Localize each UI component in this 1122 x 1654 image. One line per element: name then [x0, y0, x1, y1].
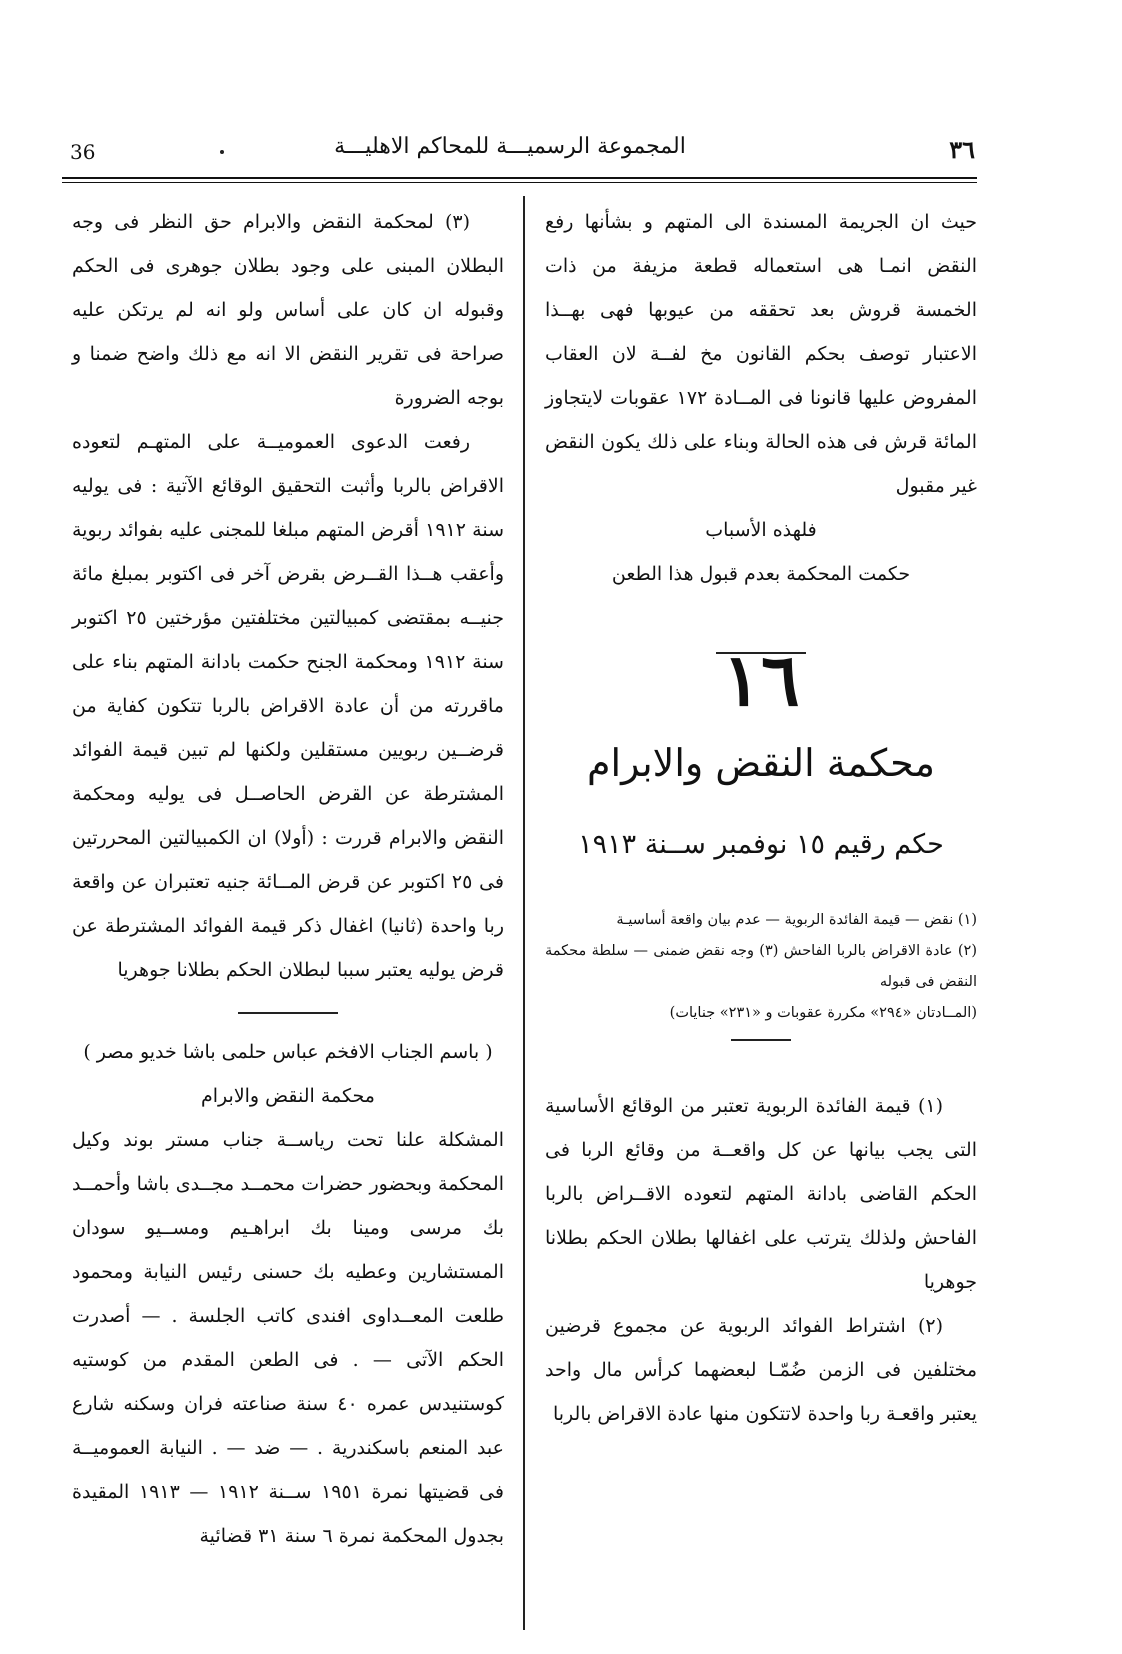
right-column-top [545, 200, 977, 654]
previous-case-conclusion: حيث ان الجريمة المسندة الى المتهم و بشأنها رفع النقض انمـا هى استعماله قطعة مزيفة من ذات الخمسة قروش بعد تحققه من عيوبها فهى بهــذا الاعتبار توصف بحكم القانون مخ لفــة لان العقاب المفروض عليها قانونا فى المــادة ١٧٢ عقوبات لايتجاوز المائة قرش فى هذه الحالة وبناء على ذلك يكون النقض غير مقبول [545, 211, 977, 497]
principle-1: (١) قيمة الفائدة الربوية تعتبر من الوقائع الأساسية التى يجب بيانها عن كل واقعــة من وقائع الربا فى الحكم القاضى بادانة المتهم لتعوده الاقــراض بالربا الفاحش ولذلك يترتب على اغفالها بطلان الحكم بطلانا جوهريا [545, 1095, 977, 1293]
summary-line-2: (٢) عادة الاقراض بالربا الفاحش (٣) وجه نقض ضمنى — سلطة محكمة النقض فى قبوله [545, 943, 977, 990]
case-summary-keywords [545, 905, 977, 1041]
principle-2: (٢) اشتراط الفوائد الربوية عن مجموع قرضين مختلفين فى الزمن ضُمّـا لبعضهما كرأس مال واحد يعتبر واقعـة ربا واحدة لاتتكون منها عادة الاقراض بالربا [545, 1315, 977, 1425]
summary-articles: (المــادتان «٢٩٤» مكررة عقوبات و «٢٣١» جنايات) [669, 1005, 977, 1021]
header-rule-thick [62, 177, 977, 179]
left-separator [238, 1012, 338, 1014]
royal-invocation: ( باسم الجناب الافخم عباس حلمى باشا خديو مصر ) [83, 1041, 493, 1063]
legal-principles [545, 1084, 977, 1436]
case-number: ١٦ [722, 637, 800, 722]
court-title: محكمة النقض والابرام [587, 741, 935, 785]
ink-speck [220, 150, 224, 154]
page-number-latin: 36 [70, 140, 96, 164]
principle-3: (٣) لمحكمة النقض والابرام حق النظر فى وجه البطلان المبنى على وجود بطلان جوهرى فى الحكم وقبوله ان كان على أساس ولو انه لم يرتكن عليه صراحة فى تقرير النقض الا انه مع ذلك واضح ضمنا و بوجه الضرورة [72, 211, 504, 409]
verdict-line: حكمت المحكمة بعدم قبول هذا الطعن [611, 563, 911, 585]
panel-composition: المشكلة علنا تحت رياســة جناب مستر بوند وكيل المحكمة وبحضور حضرات محمــد مجــدى باشا وأحمــد بك مرسى ومينا بك ابراهـيم ومســيو سودان المستشارين وعطيه بك حسنى رئيس النيابة ومحمود طلعت المعــداوى افندى كاتب الجلسة . — أصدرت الحكم الآتى — . فى الطعن المقدم من كوستيه كوستنيدس عمره ٤٠ سنة صناعته فران وسكنه شارع عبد المنعم باسكندرية . — ضد — . النيابة العموميــة فى قضيتها نمرة ١٩٥١ ســنة ١٩١٢ — ١٩١٣ المقيدة بجدول المحكمة نمرة ٦ سنة ٣١ قضائية [72, 1129, 504, 1547]
summary-separator [731, 1039, 791, 1041]
header-rule-thin [62, 182, 977, 183]
summary-line-1: (١) نقض — قيمة الفائدة الربوية — عدم بيان واقعة أساسيـة [616, 912, 977, 928]
running-header-title: المجموعة الرسميـــة للمحاكم الاهليـــة [334, 134, 686, 159]
left-column [72, 200, 504, 1558]
ruling-date-title: حكم رقيم ١٥ نوفمبر ســنة ١٩١٣ [578, 829, 944, 860]
case-facts: رفعت الدعوى العموميــة على المتهـم لتعوده الاقراض بالربا وأثبت التحقيق الوقائع الآتية : فى يوليه سنة ١٩١٢ أقرض المتهم مبلغا للمجنى عليه بفوائد ربوية وأعقب هــذا القــرض بقرض آخر فى اكتوبر بمبلغ مائة جنيــه بمقتضى كمبيالتين مختلفتين مؤرختين ٢٥ اكتوبر سنة ١٩١٢ ومحكمة الجنح حكمت بادانة المتهم بناء على ماقررته من أن عادة الاقراض بالربا تتكون كفاية من قرضــين ربويين مستقلين ولكنها لم تبين قيمة الفوائد المشترطة عن القرض الحاصــل فى يوليه ومحكمة النقض والابرام قررت : (أولا) ان الكمبيالتين المحررتين فى ٢٥ اكتوبر عن قرض المــائة جنيه تعتبران عن واقعة ربا واحدة (ثانيا) اغفال ذكر قيمة الفوائد المشترطة عن قرض يوليه يعتبر سببا لبطلان الحكم بطلانا جوهريا [72, 431, 504, 981]
page-number-arabic: ٣٦ [949, 135, 975, 164]
column-divider [523, 196, 525, 1630]
reasons-heading: فلهذه الأسباب [705, 519, 817, 541]
court-name-line: محكمة النقض والابرام [201, 1085, 375, 1107]
